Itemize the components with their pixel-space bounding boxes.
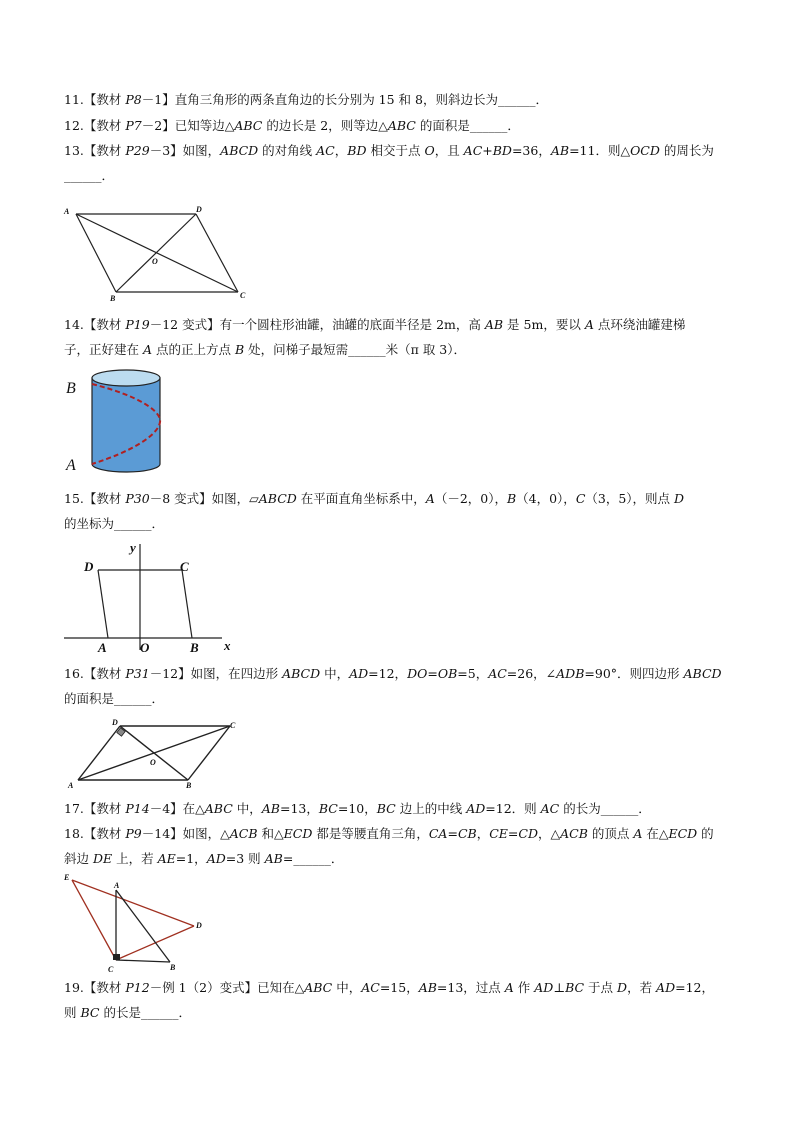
math-var: ABCD bbox=[683, 666, 722, 681]
question-text: =15， bbox=[379, 980, 419, 995]
question-text: 点的正上方点 bbox=[152, 342, 235, 357]
math-var: AD bbox=[349, 666, 369, 681]
math-var: ABC bbox=[234, 118, 263, 133]
question-14-line-2 bbox=[64, 342, 466, 358]
math-var: ABCD bbox=[220, 143, 259, 158]
side-ed bbox=[72, 880, 194, 926]
source-tag: 【教材 bbox=[83, 92, 126, 107]
label-c: C bbox=[108, 965, 114, 974]
question-number: 18. bbox=[64, 826, 84, 841]
figure-coordinate-parallelogram bbox=[60, 540, 240, 656]
math-var: AD bbox=[206, 851, 226, 866]
question-text: =12， bbox=[675, 980, 714, 995]
question-text: 子，正好建在 bbox=[64, 342, 143, 357]
question-text: =13，过点 bbox=[436, 980, 505, 995]
question-text: 有一个圆柱形油罐，油罐的底面半径是 2m，高 bbox=[219, 317, 485, 332]
label-a: A bbox=[66, 457, 76, 474]
label-c: C bbox=[240, 291, 246, 300]
source-page: P9 bbox=[125, 826, 142, 841]
side-cb bbox=[116, 960, 170, 962]
math-var: DE bbox=[92, 851, 113, 866]
question-16 bbox=[64, 666, 722, 682]
question-number: 12. bbox=[64, 118, 84, 133]
answer-blank: ______． bbox=[64, 168, 115, 183]
question-text: =______． bbox=[282, 851, 344, 866]
question-text: 点环绕油罐建梯 bbox=[593, 317, 686, 332]
question-15-line-2 bbox=[64, 516, 164, 532]
math-var: ABCD bbox=[282, 666, 321, 681]
question-text: 相交于点 bbox=[366, 143, 425, 158]
question-text: 的长为______． bbox=[559, 801, 651, 816]
diagonal-bd bbox=[116, 214, 196, 292]
question-number: 13. bbox=[64, 143, 84, 158]
math-var: AC bbox=[316, 143, 335, 158]
math-var: OCD bbox=[630, 143, 660, 158]
question-18-line-2 bbox=[64, 851, 343, 867]
source-tag: 【教材 bbox=[83, 980, 126, 995]
cylinder-top bbox=[92, 370, 160, 386]
label-d: D bbox=[112, 718, 118, 727]
math-var: AB bbox=[484, 317, 504, 332]
source-tag: 【教材 bbox=[83, 143, 126, 158]
question-text: 的周长为 bbox=[659, 143, 714, 158]
math-var: CA bbox=[428, 826, 448, 841]
question-text: =36， bbox=[511, 143, 551, 158]
source-tag: 【教材 bbox=[83, 491, 126, 506]
math-var: D bbox=[674, 491, 685, 506]
question-text: =90°．则四边形 bbox=[584, 666, 684, 681]
math-var: B bbox=[506, 491, 517, 506]
source-tag: 【教材 bbox=[83, 801, 126, 816]
question-text: 如图，△ bbox=[182, 826, 230, 841]
label-c: C bbox=[230, 721, 236, 730]
math-var: AB bbox=[264, 851, 283, 866]
math-var: AE bbox=[157, 851, 176, 866]
math-var: BC bbox=[318, 801, 338, 816]
question-text: =1， bbox=[175, 851, 207, 866]
question-text: ⊥ bbox=[553, 980, 566, 995]
question-text: 中， bbox=[232, 801, 262, 816]
right-angle-mark bbox=[113, 954, 120, 960]
question-18 bbox=[64, 826, 714, 842]
source-tag-end: －1】 bbox=[141, 92, 175, 107]
question-text: 的顶点 bbox=[587, 826, 634, 841]
question-text: 在平面直角坐标系中， bbox=[296, 491, 426, 506]
question-text: = bbox=[447, 826, 458, 841]
source-tag-end: －8 变式】 bbox=[149, 491, 212, 506]
question-text: ， bbox=[476, 826, 490, 841]
source-tag-end: －12 变式】 bbox=[149, 317, 220, 332]
question-text: 是 5m，要以 bbox=[503, 317, 585, 332]
question-text: 的 bbox=[697, 826, 714, 841]
math-var: ECD bbox=[283, 826, 313, 841]
question-13 bbox=[64, 143, 714, 159]
cylinder-body bbox=[92, 378, 160, 472]
source-page: P14 bbox=[125, 801, 150, 816]
question-text: 的面积是______． bbox=[64, 691, 165, 706]
question-text: 上，若 bbox=[112, 851, 158, 866]
math-var: ABC bbox=[387, 118, 416, 133]
math-var: ABC bbox=[304, 980, 333, 995]
label-o: O bbox=[150, 758, 156, 767]
label-b: B bbox=[190, 640, 199, 655]
question-19 bbox=[64, 980, 714, 996]
label-b: B bbox=[186, 781, 192, 790]
question-text: =12．则 bbox=[485, 801, 541, 816]
math-var: A bbox=[425, 491, 435, 506]
math-var: A bbox=[504, 980, 514, 995]
source-tag: 【教材 bbox=[83, 826, 126, 841]
question-text: 在△ bbox=[182, 801, 205, 816]
math-var: ACB bbox=[229, 826, 258, 841]
label-b: B bbox=[66, 380, 76, 397]
math-var: CE bbox=[489, 826, 508, 841]
math-var: AD bbox=[656, 980, 676, 995]
math-var: O bbox=[424, 143, 435, 158]
question-text: =13， bbox=[280, 801, 319, 816]
question-text: 的坐标为______． bbox=[64, 516, 165, 531]
question-number: 15. bbox=[64, 491, 84, 506]
question-text: ，△ bbox=[537, 826, 561, 841]
question-text: 如图，▱ bbox=[211, 491, 259, 506]
math-var: BC bbox=[565, 980, 585, 995]
source-tag-end: －例 1（2）变式】 bbox=[149, 980, 258, 995]
source-tag: 【教材 bbox=[83, 666, 126, 681]
source-tag-end: －4】 bbox=[149, 801, 183, 816]
source-tag-end: －12】 bbox=[149, 666, 191, 681]
side-cb bbox=[182, 570, 192, 638]
math-var: BC bbox=[80, 1005, 100, 1020]
math-var: AC+BD bbox=[463, 143, 512, 158]
question-number: 17. bbox=[64, 801, 84, 816]
math-var: BD bbox=[347, 143, 367, 158]
question-text: 已知等边△ bbox=[174, 118, 235, 133]
question-text: =10， bbox=[337, 801, 377, 816]
question-text: 则 bbox=[64, 1005, 81, 1020]
label-a: A bbox=[98, 640, 107, 655]
math-var: AD bbox=[534, 980, 554, 995]
question-number: 14. bbox=[64, 317, 84, 332]
label-a: A bbox=[68, 781, 74, 790]
side-ec bbox=[72, 880, 116, 960]
question-12 bbox=[64, 118, 520, 134]
question-text: （3，5），则点 bbox=[585, 491, 675, 506]
question-text: 边上的中线 bbox=[395, 801, 467, 816]
math-var: OB bbox=[437, 666, 458, 681]
question-19-line-2 bbox=[64, 1005, 191, 1021]
question-number: 16. bbox=[64, 666, 84, 681]
question-text: =12， bbox=[368, 666, 408, 681]
question-text: =26，∠ bbox=[506, 666, 557, 681]
question-text: =11．则△ bbox=[569, 143, 631, 158]
label-d: D bbox=[196, 205, 202, 214]
figure-parallelogram-abcd bbox=[60, 202, 260, 304]
question-text: 都是等腰直角三角， bbox=[312, 826, 429, 841]
question-text: 的边长是 2，则等边△ bbox=[262, 118, 388, 133]
question-text: 处，问梯子最短需______米（π 取 3）． bbox=[244, 342, 466, 357]
question-text: =3 则 bbox=[225, 851, 265, 866]
question-text: = bbox=[427, 666, 438, 681]
math-var: A bbox=[633, 826, 643, 841]
math-var: ADB bbox=[556, 666, 585, 681]
question-text: 和△ bbox=[257, 826, 284, 841]
source-page: P8 bbox=[125, 92, 142, 107]
source-page: P19 bbox=[125, 317, 150, 332]
label-y: y bbox=[130, 540, 136, 555]
question-text: =5， bbox=[457, 666, 489, 681]
math-var: ABCD bbox=[258, 491, 297, 506]
question-number: 19. bbox=[64, 980, 84, 995]
label-o: O bbox=[152, 257, 158, 266]
question-text: 于点 bbox=[584, 980, 618, 995]
label-b: B bbox=[170, 963, 176, 972]
source-tag-end: －14】 bbox=[141, 826, 183, 841]
label-d: D bbox=[196, 921, 202, 930]
math-var: AC bbox=[488, 666, 507, 681]
math-var: A bbox=[142, 342, 153, 357]
side-dc bbox=[196, 214, 238, 292]
diagonal-ac bbox=[76, 214, 238, 292]
question-13-line-2 bbox=[64, 168, 114, 184]
question-text: 的长是______． bbox=[99, 1005, 191, 1020]
label-a: A bbox=[114, 881, 120, 890]
source-page: P31 bbox=[125, 666, 150, 681]
question-11 bbox=[64, 92, 548, 108]
label-a: A bbox=[64, 207, 70, 216]
figure-isosceles-right-triangles bbox=[60, 870, 212, 974]
math-var: AB bbox=[550, 143, 570, 158]
question-text: （－2，0）， bbox=[434, 491, 507, 506]
diagonal-db bbox=[120, 726, 188, 780]
question-text: = bbox=[507, 826, 519, 841]
math-var: AB bbox=[418, 980, 437, 995]
question-text: ，若 bbox=[627, 980, 657, 995]
math-var: AB bbox=[261, 801, 280, 816]
question-14 bbox=[64, 317, 685, 333]
label-e: E bbox=[64, 873, 70, 882]
question-text: 中， bbox=[332, 980, 362, 995]
math-var: AC bbox=[361, 980, 380, 995]
question-text: 在△ bbox=[642, 826, 669, 841]
side-ab bbox=[116, 890, 170, 962]
question-text: 的对角线 bbox=[258, 143, 317, 158]
source-page: P30 bbox=[125, 491, 150, 506]
label-c: C bbox=[180, 559, 189, 574]
side-ba bbox=[76, 214, 116, 292]
question-16-line-2 bbox=[64, 691, 164, 707]
source-page: P12 bbox=[125, 980, 150, 995]
math-var: AD bbox=[466, 801, 486, 816]
question-number: 11. bbox=[64, 92, 84, 107]
question-text: ，且 bbox=[434, 143, 464, 158]
math-var: ECD bbox=[668, 826, 698, 841]
math-var: CB bbox=[457, 826, 477, 841]
label-d: D bbox=[84, 559, 94, 574]
question-text: 已知在△ bbox=[257, 980, 305, 995]
figure-cylinder-tank bbox=[60, 366, 180, 478]
question-17 bbox=[64, 801, 651, 817]
math-var: DO bbox=[407, 666, 428, 681]
side-da bbox=[98, 570, 108, 638]
label-o: O bbox=[140, 640, 150, 655]
math-var: ABC bbox=[204, 801, 233, 816]
math-var: CD bbox=[518, 826, 538, 841]
source-tag: 【教材 bbox=[83, 317, 126, 332]
math-var: ACB bbox=[560, 826, 588, 841]
math-var: B bbox=[234, 342, 245, 357]
question-text: 如图，在四边形 bbox=[190, 666, 283, 681]
math-var: C bbox=[575, 491, 586, 506]
label-x: x bbox=[224, 638, 231, 653]
question-text: 直角三角形的两条直角边的长分别为 15 和 8，则斜边长为______． bbox=[174, 92, 548, 107]
question-text: 的面积是______． bbox=[415, 118, 520, 133]
math-var: D bbox=[617, 980, 628, 995]
question-text: 斜边 bbox=[64, 851, 93, 866]
label-b: B bbox=[110, 294, 116, 303]
source-tag-end: －2】 bbox=[141, 118, 175, 133]
source-page: P7 bbox=[125, 118, 142, 133]
question-text: ， bbox=[334, 143, 348, 158]
source-tag: 【教材 bbox=[83, 118, 126, 133]
question-text: 作 bbox=[513, 980, 535, 995]
question-text: （4，0）， bbox=[516, 491, 576, 506]
math-var: BC bbox=[376, 801, 396, 816]
source-page: P29 bbox=[125, 143, 150, 158]
question-text: 如图， bbox=[182, 143, 221, 158]
figure-quadrilateral-abcd bbox=[64, 716, 244, 792]
math-var: A bbox=[584, 317, 594, 332]
source-tag-end: －3】 bbox=[149, 143, 183, 158]
math-var: AC bbox=[540, 801, 560, 816]
question-15 bbox=[64, 491, 684, 507]
question-text: 中， bbox=[320, 666, 350, 681]
